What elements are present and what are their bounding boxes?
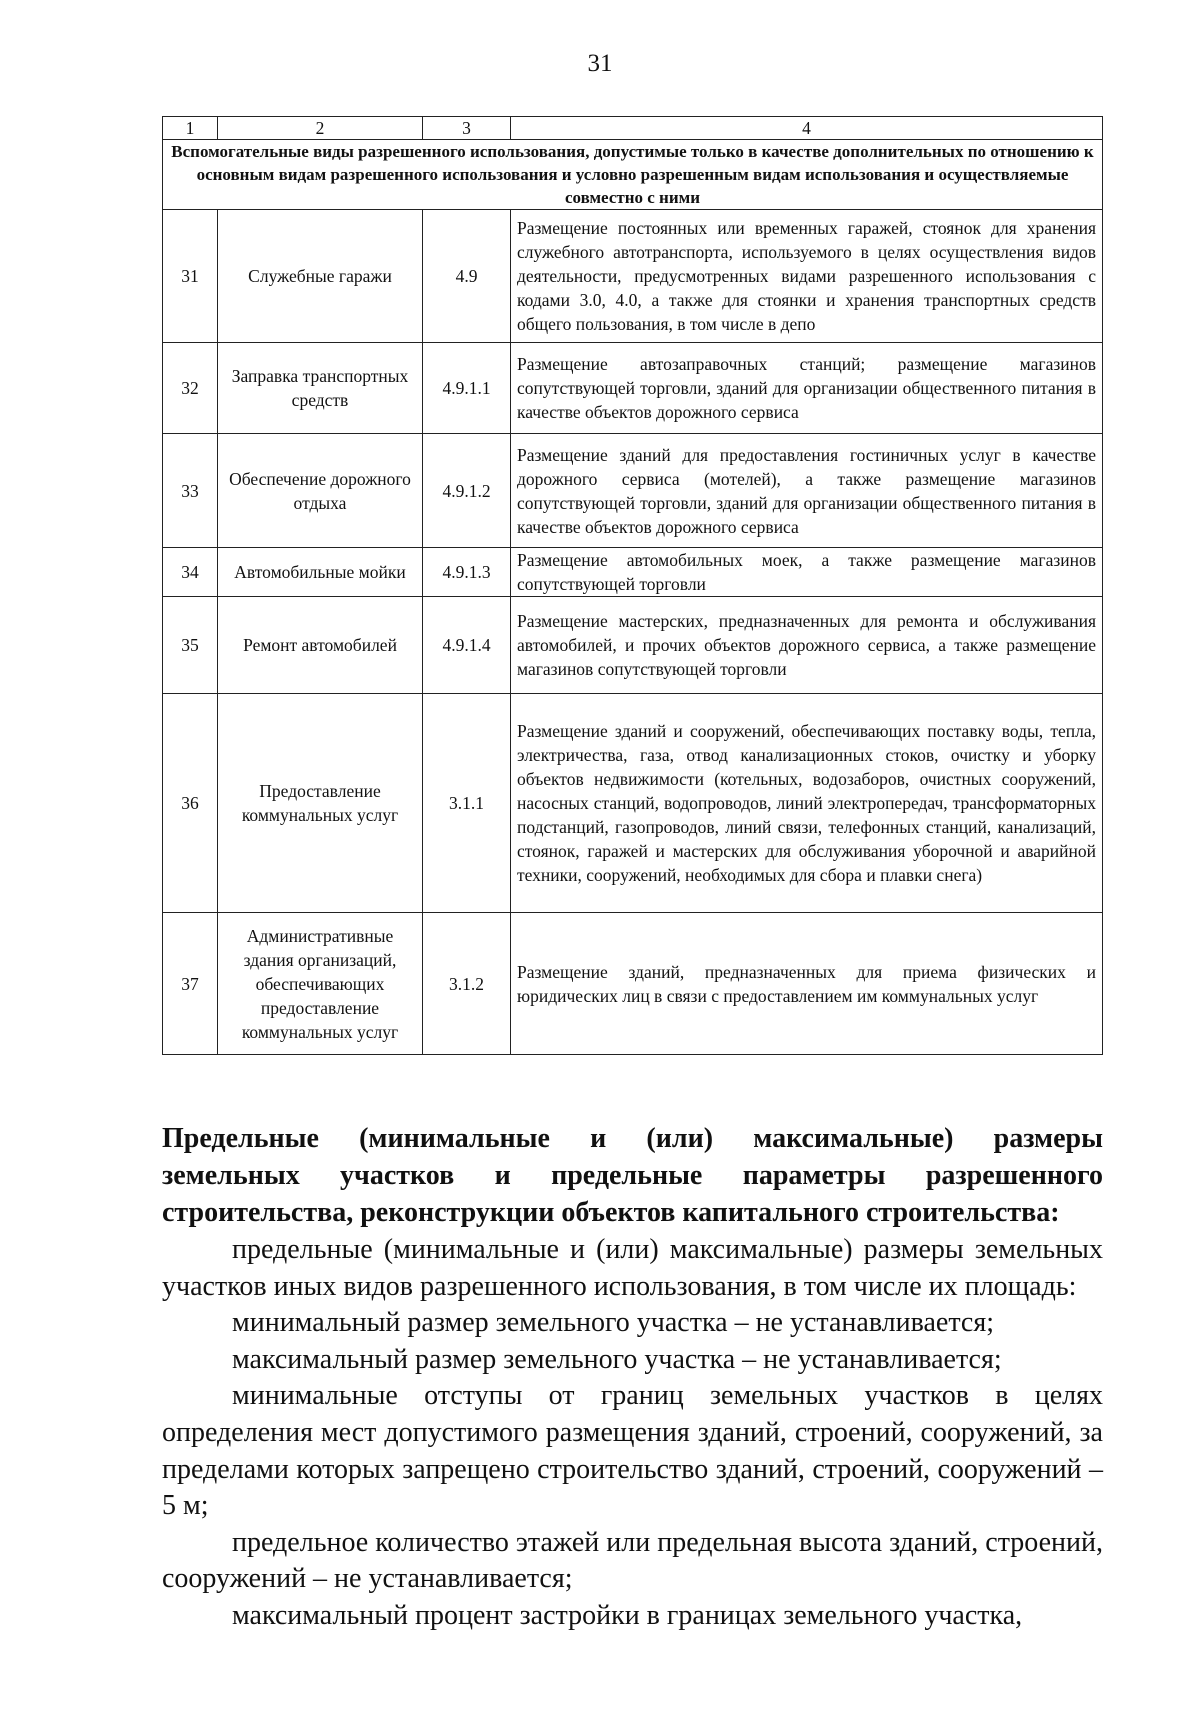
- use-type-code: 4.9.1.3: [423, 548, 511, 597]
- table-header-row: [163, 117, 1103, 140]
- use-type-description: Размещение постоянных или временных гаражей, стоянок для хранения служебного автотранспорта, используемого в целях осуществления видов деятельности, предусмотренных видами разрешенного использования с кодами 3.0, 4.0, а также для стоянки и хранения транспортных средств общего пользования, в том числе в депо: [511, 210, 1103, 343]
- use-type-code: 3.1.1: [423, 694, 511, 913]
- paragraph: максимальный процент застройки в границах земельного участка,: [232, 1599, 1023, 1631]
- table-row: [163, 694, 1103, 913]
- table-row: [163, 343, 1103, 434]
- column-header: 2: [218, 117, 423, 140]
- use-type-name: Административные здания организаций, обеспечивающих предоставление коммунальных услуг: [218, 913, 423, 1055]
- use-type-code: 4.9.1.4: [423, 597, 511, 694]
- use-type-code: 3.1.2: [423, 913, 511, 1055]
- row-number: 33: [163, 434, 218, 548]
- use-type-name: Обеспечение дорожного отдыха: [218, 434, 423, 548]
- paragraph: предельное количество этажей или предельная высота зданий, строений, сооружений – не устанавливается;: [162, 1526, 1103, 1595]
- paragraph: предельные (минимальные и (или) максимальные) размеры земельных участков иных видов разрешенного использования, в том числе их площадь:: [162, 1234, 1103, 1302]
- paragraph: минимальные отступы от границ земельных участков в целях определения мест допустимого размещения зданий, строений, сооружений, за пределами которых запрещено строительство зданий, строений, сооружений – 5 м;: [162, 1380, 1103, 1522]
- use-type-description: Размещение зданий и сооружений, обеспечивающих поставку воды, тепла, электричества, газа, отвод канализационных стоков, очистку и уборку объектов недвижимости (котельных, водозаборов, очистных сооружений, насосных станций, водопроводов, линий электропередач, трансформаторных подстанций, газопроводов, линий связи, телефонных станций, канализаций, стоянок, гаражей и мастерских для обслуживания уборочной и аварийной техники, сооружений, необходимых для сбора и плавки снега): [511, 694, 1103, 913]
- row-number: 32: [163, 343, 218, 434]
- use-type-description: Размещение мастерских, предназначенных для ремонта и обслуживания автомобилей, и прочих объектов дорожного сервиса, а также размещение магазинов сопутствующей торговли: [511, 597, 1103, 694]
- paragraph: минимальный размер земельного участка – не устанавливается;: [232, 1307, 995, 1339]
- use-type-name: Предоставление коммунальных услуг: [218, 694, 423, 913]
- column-header: 3: [423, 117, 511, 140]
- page-number: 31: [587, 50, 613, 77]
- row-number: 34: [163, 548, 218, 597]
- row-number: 31: [163, 210, 218, 343]
- use-type-description: Размещение автозаправочных станций; размещение магазинов сопутствующей торговли, зданий для организации общественного питания в качестве объектов дорожного сервиса: [511, 343, 1103, 434]
- column-header: 1: [163, 117, 218, 140]
- table-row: [163, 597, 1103, 694]
- heading-line: строительства, реконструкции объектов капитального строительства:: [162, 1197, 1060, 1228]
- use-type-description: Размещение автомобильных моек, а также размещение магазинов сопутствующей торговли: [511, 548, 1103, 597]
- use-type-code: 4.9: [423, 210, 511, 343]
- table-row: [163, 210, 1103, 343]
- use-type-name: Заправка транспортных средств: [218, 343, 423, 434]
- land-use-table: [162, 116, 1103, 1055]
- section-heading: [162, 1120, 1103, 1231]
- row-number: 37: [163, 913, 218, 1055]
- use-type-code: 4.9.1.1: [423, 343, 511, 434]
- use-type-name: Ремонт автомобилей: [218, 597, 423, 694]
- column-header: 4: [511, 117, 1103, 140]
- table-row: [163, 548, 1103, 597]
- use-type-description: Размещение зданий для предоставления гостиничных услуг в качестве дорожного сервиса (мотелей), а также размещение магазинов сопутствующей торговли, зданий для организации общественного питания в качестве объектов дорожного сервиса: [511, 434, 1103, 548]
- heading-line: Предельные (минимальные и (или) максимальные) размеры: [162, 1123, 1103, 1154]
- heading-line: земельных участков и предельные параметры разрешенного: [162, 1160, 1103, 1191]
- use-type-name: Автомобильные мойки: [218, 548, 423, 597]
- table-row: [163, 434, 1103, 548]
- use-type-name: Служебные гаражи: [218, 210, 423, 343]
- row-number: 36: [163, 694, 218, 913]
- row-number: 35: [163, 597, 218, 694]
- body-text: [162, 1232, 1103, 1635]
- section-title: Вспомогательные виды разрешенного использования, допустимые только в качестве дополнительных по отношению к основным видам разрешенного использования и условно разрешенным видам использования и осуществляемые совместно с ними: [163, 140, 1103, 210]
- table-row: [163, 913, 1103, 1055]
- section-title-row: [163, 140, 1103, 210]
- paragraph: максимальный размер земельного участка – не устанавливается;: [232, 1343, 1002, 1375]
- use-type-code: 4.9.1.2: [423, 434, 511, 548]
- use-type-description: Размещение зданий, предназначенных для приема физических и юридических лиц в связи с предоставлением им коммунальных услуг: [511, 913, 1103, 1055]
